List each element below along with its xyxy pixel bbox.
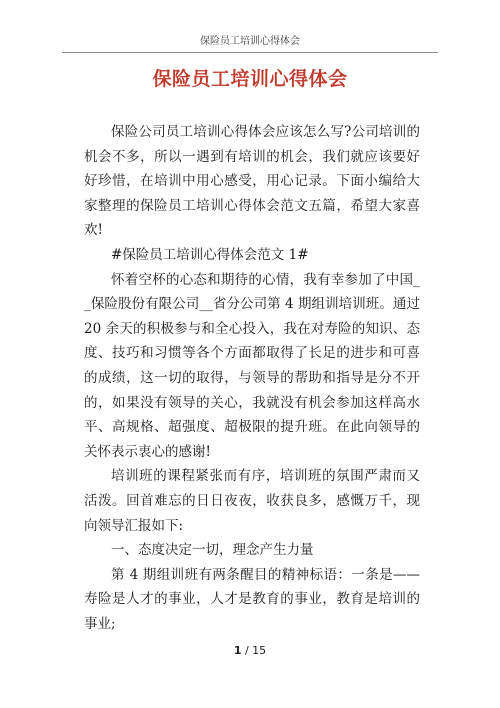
header-divider <box>62 52 438 53</box>
intro-paragraph: 保险公司员工培训心得体会应该怎么写?公司培训的机会不多，所以一遇到有培训的机会，我们就应该要好好珍惜，在培训中用心感受，用心记录。下面小编给大家整理的保险员工培训心得体会范文五篇，希望大家喜欢! <box>84 124 420 239</box>
section-heading: #保险员工培训心得体会范文 1# <box>111 246 309 263</box>
body-paragraph: 第 4 期组训班有两条醒目的精神标语：一条是——寿险是人才的事业，人才是教育的事业，教育是培训的事业; <box>84 566 420 632</box>
subheading: 一、态度决定一切，理念产生力量 <box>111 542 314 559</box>
document-title: 保险员工培训心得体会 <box>152 68 348 90</box>
body-paragraph: 培训班的课程紧张而有序，培训班的氛围严肃而又活泼。回首难忘的日日夜夜，收获良多，感慨万千，现向领导汇报如下: <box>84 468 420 534</box>
total-pages: 15 <box>252 644 267 657</box>
body-paragraph: 怀着空杯的心态和期待的心情，我有幸参加了中国__保险股份有限公司__省分公司第 4 期组训培训班。通过 20 余天的积极参与和全心投入，我在对寿险的知识、态度、技巧和习惯等各个方面都取得了长足的进步和可喜的成绩，这一切的取得，与领导的帮助和指导是分不开的，如果没有领导的关心，我就没有机会参加这样高水平、高规格、超强度、超极限的提升班。在此向领导的关怀表示衷心的感谢! <box>84 271 420 460</box>
page-number <box>0 644 500 658</box>
current-page: 1 <box>233 644 242 657</box>
running-header: 保险员工培训心得体会 <box>200 36 300 47</box>
document-body <box>84 120 420 636</box>
page-separator: / <box>241 644 253 657</box>
